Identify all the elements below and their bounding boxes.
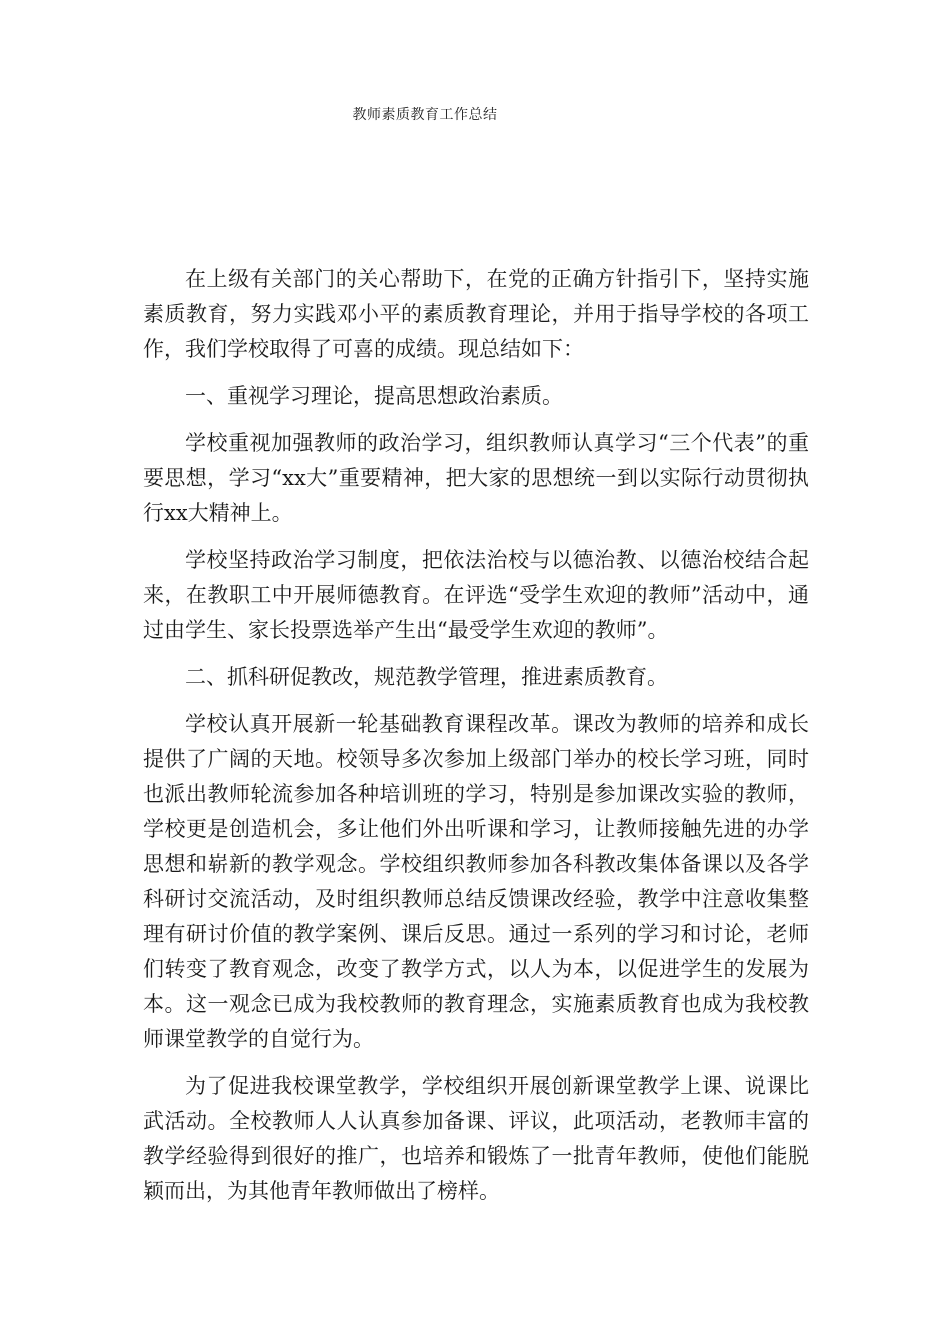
paragraph: 学校认真开展新一轮基础教育课程改革。课改为教师的培养和成长提供了广阔的天地。校领导多次参加上级部门举办的校长学习班，同时也派出教师轮流参加各种培训班的学习，特别是参加课改实验的教师，学校更是创造机会，多让他们外出听课和学习，让教师接触先进的办学思想和崭新的教学观念。学校组织教师参加各科教改集体备课以及各学科研讨交流活动，及时组织教师总结反馈课改经验，教学中注意收集整理有研讨价值的教学案例、课后反思。通过一系列的学习和讨论，老师们转变了教育观念，改变了教学方式，以人为本，以促进学生的发展为本。这一观念已成为我校教师的教育理念，实施素质教育也成为我校教师课堂教学的自觉行为。 — [143, 712, 809, 1051]
paragraph: 学校坚持政治学习制度，把依法治校与以德治教、以德治校结合起来，在教职工中开展师德教育。在评选“受学生欢迎的教师”活动中，通过由学生、家长投票选举产生出“最受学生欢迎的教师”。 — [143, 548, 809, 642]
paragraph: 学校重视加强教师的政治学习，组织教师认真学习“三个代表”的重要思想，学习“xx大”重要精神，把大家的思想统一到以实际行动贯彻执行xx大精神上。 — [143, 431, 809, 525]
paragraph: 为了促进我校课堂教学，学校组织开展创新课堂教学上课、说课比武活动。全校教师人人认真参加备课、评议，此项活动，老教师丰富的教学经验得到很好的推广，也培养和锻炼了一批青年教师，使他们能脱颖而出，为其他青年教师做出了榜样。 — [143, 1074, 809, 1203]
document-title: 教师素质教育工作总结 — [352, 107, 498, 123]
section-heading-1: 一、重视学习理论，提高思想政治素质。 — [185, 384, 563, 408]
document-body — [143, 262, 809, 1221]
intro-paragraph: 在上级有关部门的关心帮助下，在党的正确方针指引下，坚持实施素质教育，努力实践邓小平的素质教育理论，并用于指导学校的各项工作，我们学校取得了可喜的成绩。现总结如下： — [143, 267, 809, 361]
section-heading-2: 二、抓科研促教改，规范教学管理，推进素质教育。 — [185, 665, 668, 689]
